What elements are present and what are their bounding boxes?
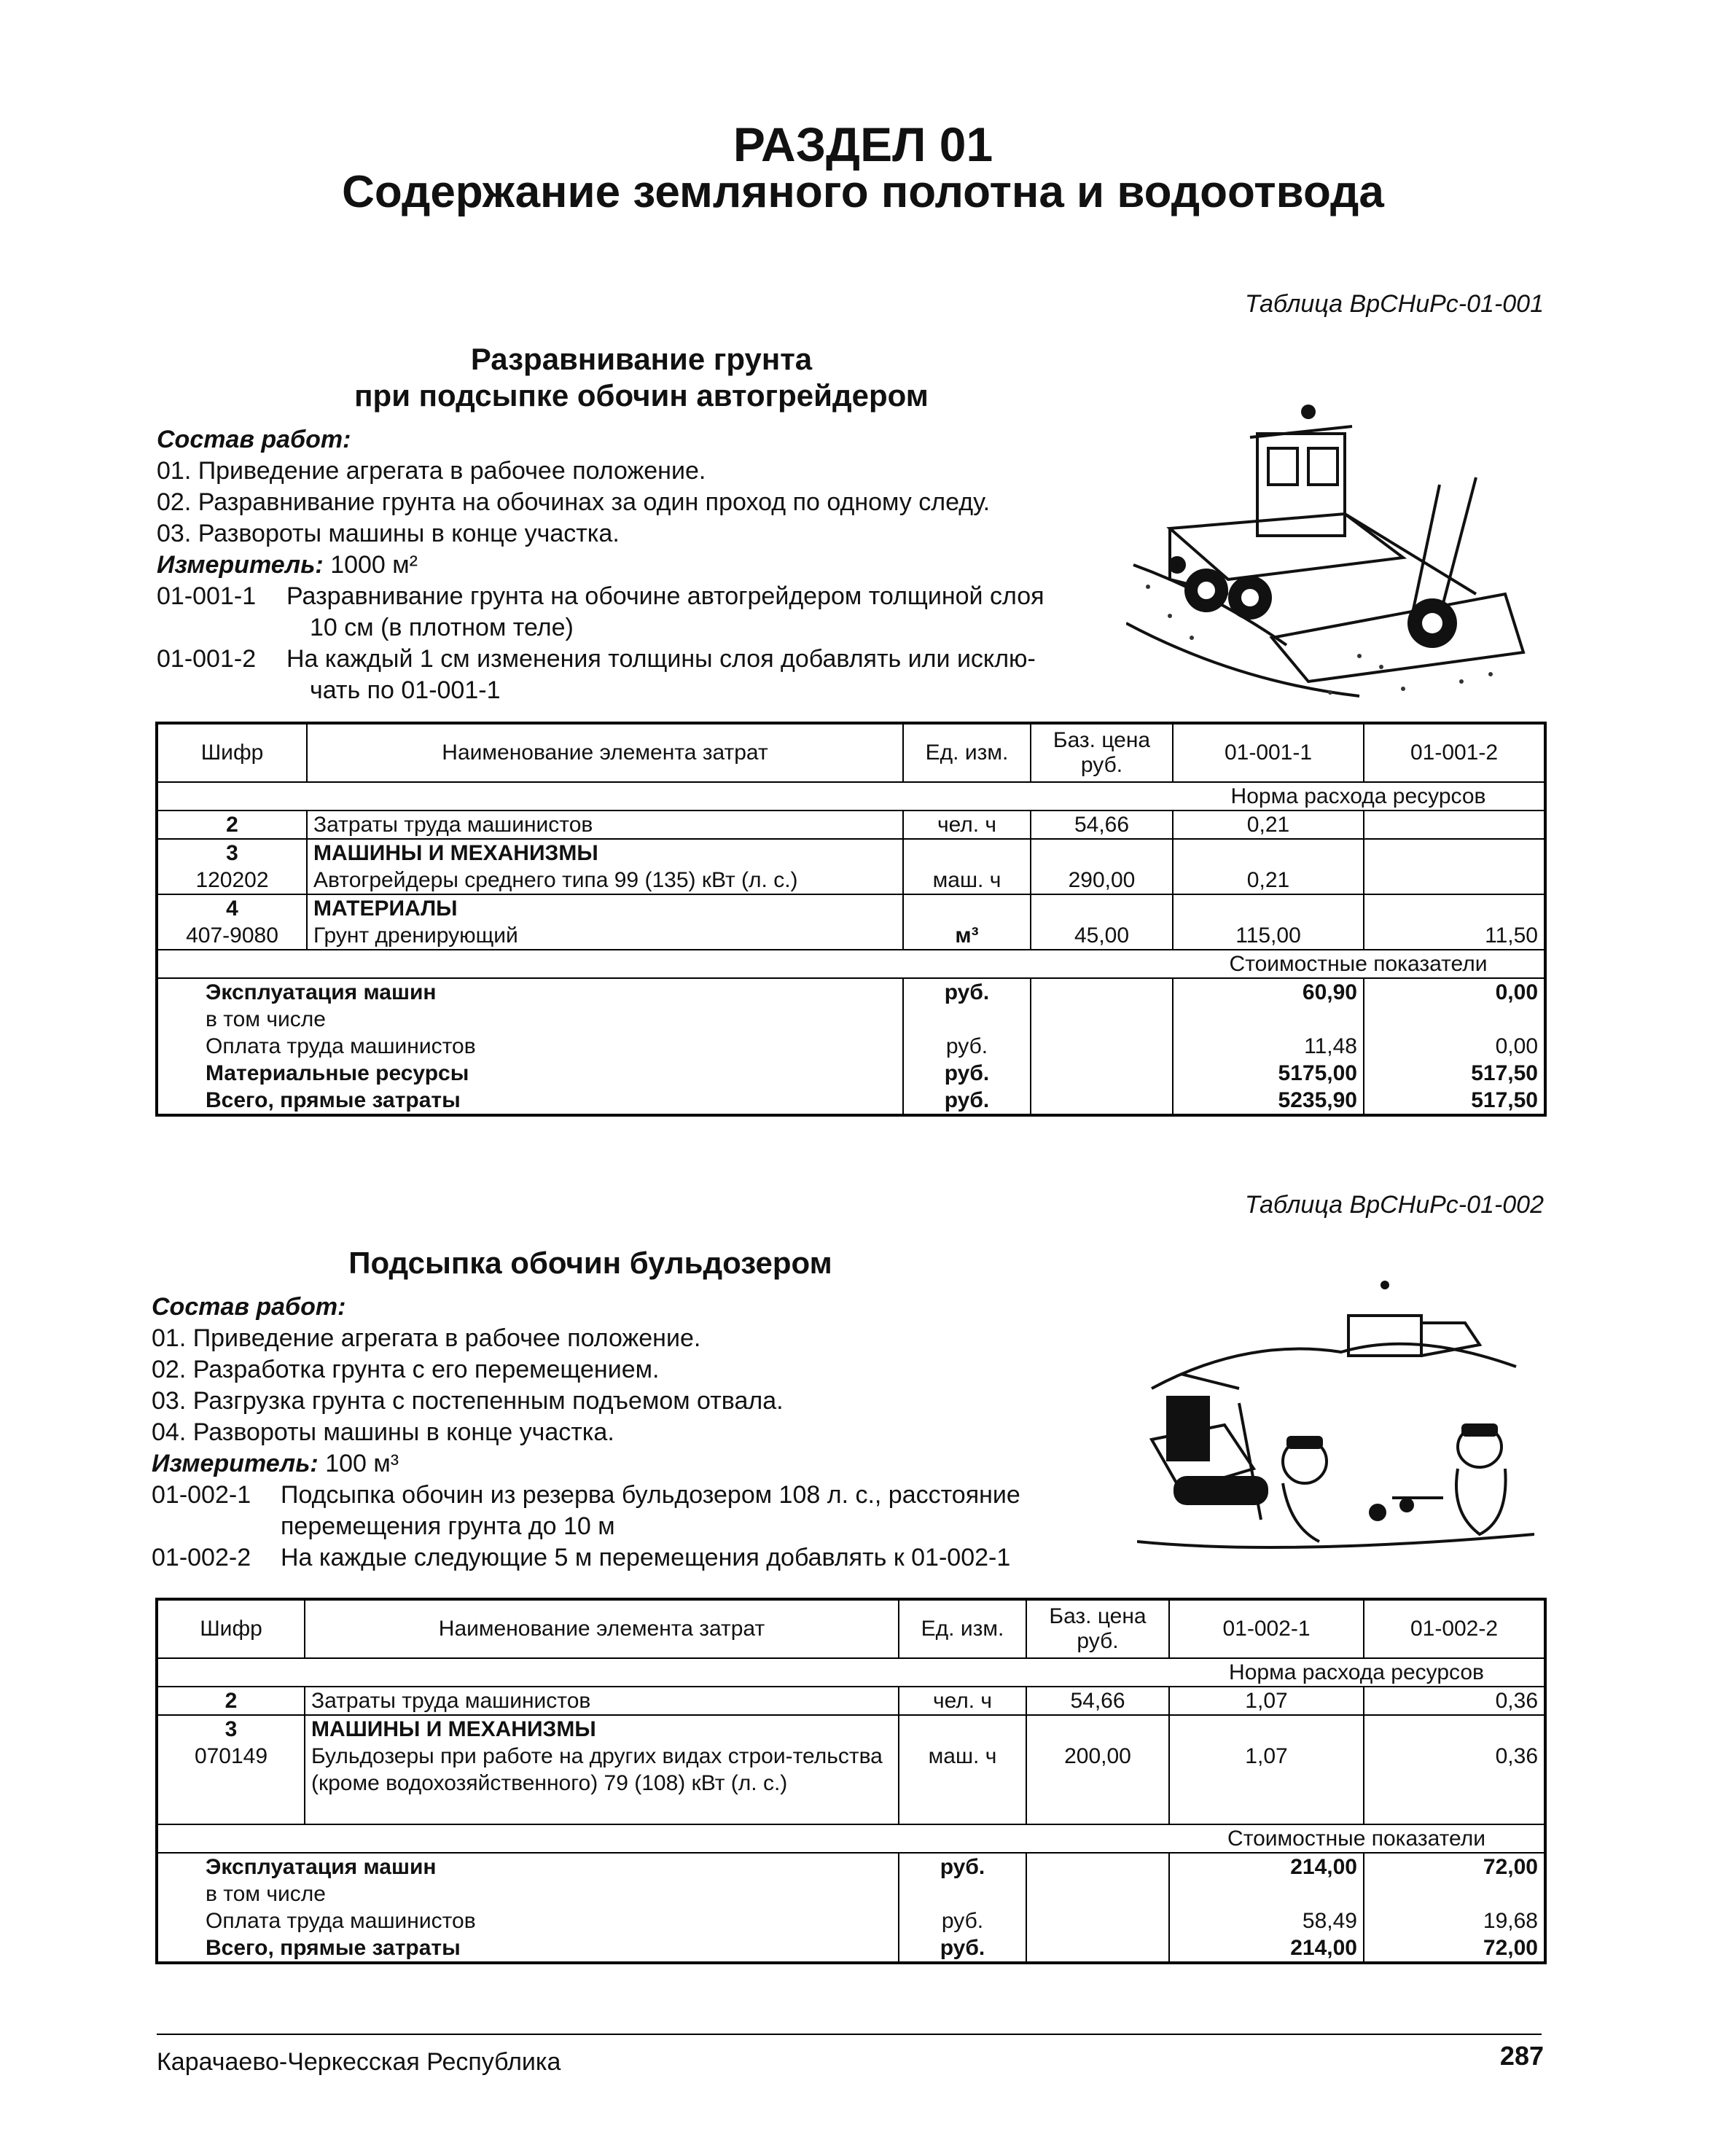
header-name: Наименование элемента затрат	[305, 1599, 899, 1658]
header-unit: Ед. изм.	[899, 1599, 1026, 1658]
cost-value2: 0,00	[1364, 1033, 1545, 1060]
cost-label-row	[157, 1824, 1545, 1853]
table1-item-text: чать по 01-001-1	[310, 676, 501, 704]
cost-unit: руб.	[899, 1934, 1026, 1963]
table1-item-code: 01-001-2	[157, 645, 257, 673]
row-unit: м³	[903, 922, 1031, 950]
header-col2: 01-001-2	[1364, 723, 1545, 782]
row-name: Грунт дренирующий	[307, 922, 903, 950]
cost-name: Эксплуатация машин	[157, 1853, 899, 1880]
table1-work-item: 03. Развороты машины в конце участка.	[157, 520, 620, 547]
row-name: Затраты труда машинистов	[307, 811, 903, 839]
header-row	[157, 1599, 1545, 1658]
cost-row	[157, 1880, 1545, 1907]
table1-id: Таблица ВрСНиРс-01-001	[1244, 290, 1544, 318]
table1-title-line2: при подсыпке обочин автогрейдером	[354, 378, 929, 413]
cost-unit: руб.	[899, 1853, 1026, 1880]
cost-value1: 214,00	[1169, 1934, 1364, 1963]
cost-unit: руб.	[899, 1907, 1026, 1934]
cost-row	[157, 1033, 1545, 1060]
header-name: Наименование элемента затрат	[307, 723, 903, 782]
cost-value1	[1169, 1880, 1364, 1907]
row-price: 290,00	[1031, 867, 1173, 894]
cost-label: Стоимостные показатели	[1169, 1824, 1545, 1853]
row-code: 070149	[157, 1743, 305, 1824]
cost-unit: руб.	[903, 978, 1031, 1006]
row-price: 54,66	[1031, 811, 1173, 839]
cost-label-row	[157, 950, 1545, 978]
header-price: Баз. цена руб.	[1031, 723, 1173, 782]
cost-value1: 5235,90	[1173, 1087, 1364, 1115]
row-name: МАШИНЫ И МЕХАНИЗМЫ	[305, 1715, 899, 1743]
table-row	[157, 867, 1545, 894]
table1-item-text: На каждый 1 см изменения толщины слоя добавлять или исклю-	[286, 645, 1036, 673]
cost-name: Всего, прямые затраты	[157, 1087, 903, 1115]
row-code: 407-9080	[157, 922, 307, 950]
section-title: Содержание земляного полотна и водоотвода	[342, 167, 1384, 217]
cost-row	[157, 1060, 1545, 1087]
header-unit: Ед. изм.	[903, 723, 1031, 782]
table1-works-label: Состав работ:	[157, 426, 351, 453]
table1-item-code: 01-001-1	[157, 582, 257, 610]
table-row	[157, 894, 1545, 922]
header-col2: 01-002-2	[1364, 1599, 1545, 1658]
cost-name: Всего, прямые затраты	[157, 1934, 899, 1963]
table-row	[157, 811, 1545, 839]
row-code: 3	[157, 1715, 305, 1743]
cost-value2: 72,00	[1364, 1934, 1545, 1963]
row-code: 120202	[157, 867, 307, 894]
norm-label-row	[157, 782, 1545, 811]
table1-meter	[157, 550, 418, 581]
cost-name: Материальные ресурсы	[157, 1060, 903, 1087]
cost-value2	[1364, 1006, 1545, 1033]
row-price: 200,00	[1026, 1743, 1169, 1824]
cost-value1: 214,00	[1169, 1853, 1364, 1880]
cost-label: Стоимостные показатели	[1173, 950, 1545, 978]
table2-item-code: 01-002-1	[152, 1481, 251, 1509]
meter-label: Измеритель:	[157, 551, 324, 579]
cost-value1: 5175,00	[1173, 1060, 1364, 1087]
table-row	[157, 1715, 1545, 1743]
cost-unit: руб.	[903, 1033, 1031, 1060]
cost-name: в том числе	[157, 1880, 899, 1907]
cost-value1: 11,48	[1173, 1033, 1364, 1060]
table2-grid	[155, 1598, 1547, 1964]
table-row	[157, 922, 1545, 950]
meter-value: 100 м³	[325, 1450, 399, 1477]
table2-work-item: 01. Приведение агрегата в рабочее положение.	[152, 1324, 701, 1352]
row-code: 2	[157, 811, 307, 839]
cost-row	[157, 1853, 1545, 1880]
table2-work-item: 04. Развороты машины в конце участка.	[152, 1418, 614, 1446]
row-unit: чел. ч	[899, 1687, 1026, 1715]
row-unit: маш. ч	[899, 1743, 1026, 1824]
meter-value: 1000 м²	[330, 551, 418, 579]
cost-value1: 58,49	[1169, 1907, 1364, 1934]
row-name: Автогрейдеры среднего типа 99 (135) кВт (л. с.)	[307, 867, 903, 894]
cost-row	[157, 1907, 1545, 1934]
cost-name: в том числе	[157, 1006, 903, 1033]
table1-item-text: Разравнивание грунта на обочине автогрейдером толщиной слоя	[286, 582, 1044, 610]
cost-row	[157, 978, 1545, 1006]
cost-row	[157, 1934, 1545, 1963]
header-price: Баз. цена руб.	[1026, 1599, 1169, 1658]
table1-item-text: 10 см (в плотном теле)	[310, 614, 574, 641]
norm-label-row	[157, 1658, 1545, 1687]
row-value1: 1,07	[1169, 1743, 1364, 1824]
norm-label: Норма расхода ресурсов	[1173, 782, 1545, 811]
meter-label: Измеритель:	[152, 1450, 319, 1477]
cost-value2: 517,50	[1364, 1087, 1545, 1115]
cost-value2: 19,68	[1364, 1907, 1545, 1934]
header-col1: 01-002-1	[1169, 1599, 1364, 1658]
cost-value2: 517,50	[1364, 1060, 1545, 1087]
cost-value2	[1364, 1880, 1545, 1907]
table1-grid	[155, 722, 1547, 1117]
table2-title: Подсыпка обочин бульдозером	[348, 1246, 832, 1280]
cost-name: Оплата труда машинистов	[157, 1907, 899, 1934]
cost-value2: 72,00	[1364, 1853, 1545, 1880]
footer-rule	[157, 2034, 1542, 2035]
cost-value2: 0,00	[1364, 978, 1545, 1006]
row-code: 3	[157, 839, 307, 867]
cost-value1: 60,90	[1173, 978, 1364, 1006]
table2-item-code: 01-002-2	[152, 1544, 251, 1571]
cost-value1	[1173, 1006, 1364, 1033]
table2-id: Таблица ВрСНиРс-01-002	[1244, 1191, 1544, 1219]
table1-work-item: 02. Разравнивание грунта на обочинах за один проход по одному следу.	[157, 488, 991, 516]
table-row	[157, 839, 1545, 867]
table1-work-item: 01. Приведение агрегата в рабочее положение.	[157, 457, 706, 485]
cost-unit	[903, 1006, 1031, 1033]
section-number: РАЗДЕЛ 01	[733, 117, 993, 171]
table-row	[157, 1743, 1545, 1824]
row-name: МАТЕРИАЛЫ	[307, 894, 903, 922]
table2-work-item: 03. Разгрузка грунта с постепенным подъемом отвала.	[152, 1387, 784, 1415]
table2-meter	[152, 1448, 399, 1480]
row-unit: чел. ч	[903, 811, 1031, 839]
table2-item-text: На каждые следующие 5 м перемещения добавлять к 01-002-1	[281, 1544, 1011, 1571]
row-name: Бульдозеры при работе на других видах строи-тельства (кроме водохозяйственного) 79 (108) кВт (л. с.)	[305, 1743, 899, 1824]
cost-unit: руб.	[903, 1087, 1031, 1115]
table2-item-text: перемещения грунта до 10 м	[281, 1512, 615, 1540]
row-value1: 115,00	[1173, 922, 1364, 950]
footer-region: Карачаево-Черкесская Республика	[157, 2048, 561, 2076]
cost-unit	[899, 1880, 1026, 1907]
row-value2	[1364, 867, 1545, 894]
header-row	[157, 723, 1545, 782]
header-col1: 01-001-1	[1173, 723, 1364, 782]
grader-illustration	[1126, 405, 1549, 711]
row-value2: 0,36	[1364, 1687, 1545, 1715]
cost-row	[157, 1006, 1545, 1033]
cost-name: Оплата труда машинистов	[157, 1033, 903, 1060]
cost-name: Эксплуатация машин	[157, 978, 903, 1006]
row-value1: 1,07	[1169, 1687, 1364, 1715]
row-code: 2	[157, 1687, 305, 1715]
row-price: 54,66	[1026, 1687, 1169, 1715]
row-code: 4	[157, 894, 307, 922]
table2-item-text: Подсыпка обочин из резерва бульдозером 108 л. с., расстояние	[281, 1481, 1020, 1509]
cost-row	[157, 1087, 1545, 1115]
row-name: МАШИНЫ И МЕХАНИЗМЫ	[307, 839, 903, 867]
row-price: 45,00	[1031, 922, 1173, 950]
header-code: Шифр	[157, 723, 307, 782]
row-value1: 0,21	[1173, 867, 1364, 894]
row-unit: маш. ч	[903, 867, 1031, 894]
table2-work-item: 02. Разработка грунта с его перемещением.	[152, 1356, 660, 1383]
page-number: 287	[1499, 2041, 1544, 2071]
row-value2: 11,50	[1364, 922, 1545, 950]
row-value2: 0,36	[1364, 1743, 1545, 1824]
row-value1: 0,21	[1173, 811, 1364, 839]
bulldozer-illustration	[1137, 1279, 1534, 1571]
row-value2	[1364, 811, 1545, 839]
norm-label: Норма расхода ресурсов	[1169, 1658, 1545, 1687]
table2-works-label: Состав работ:	[152, 1293, 346, 1321]
row-name: Затраты труда машинистов	[305, 1687, 899, 1715]
header-code: Шифр	[157, 1599, 305, 1658]
cost-unit: руб.	[903, 1060, 1031, 1087]
table-row	[157, 1687, 1545, 1715]
table1-title-line1: Разравнивание грунта	[470, 342, 813, 376]
